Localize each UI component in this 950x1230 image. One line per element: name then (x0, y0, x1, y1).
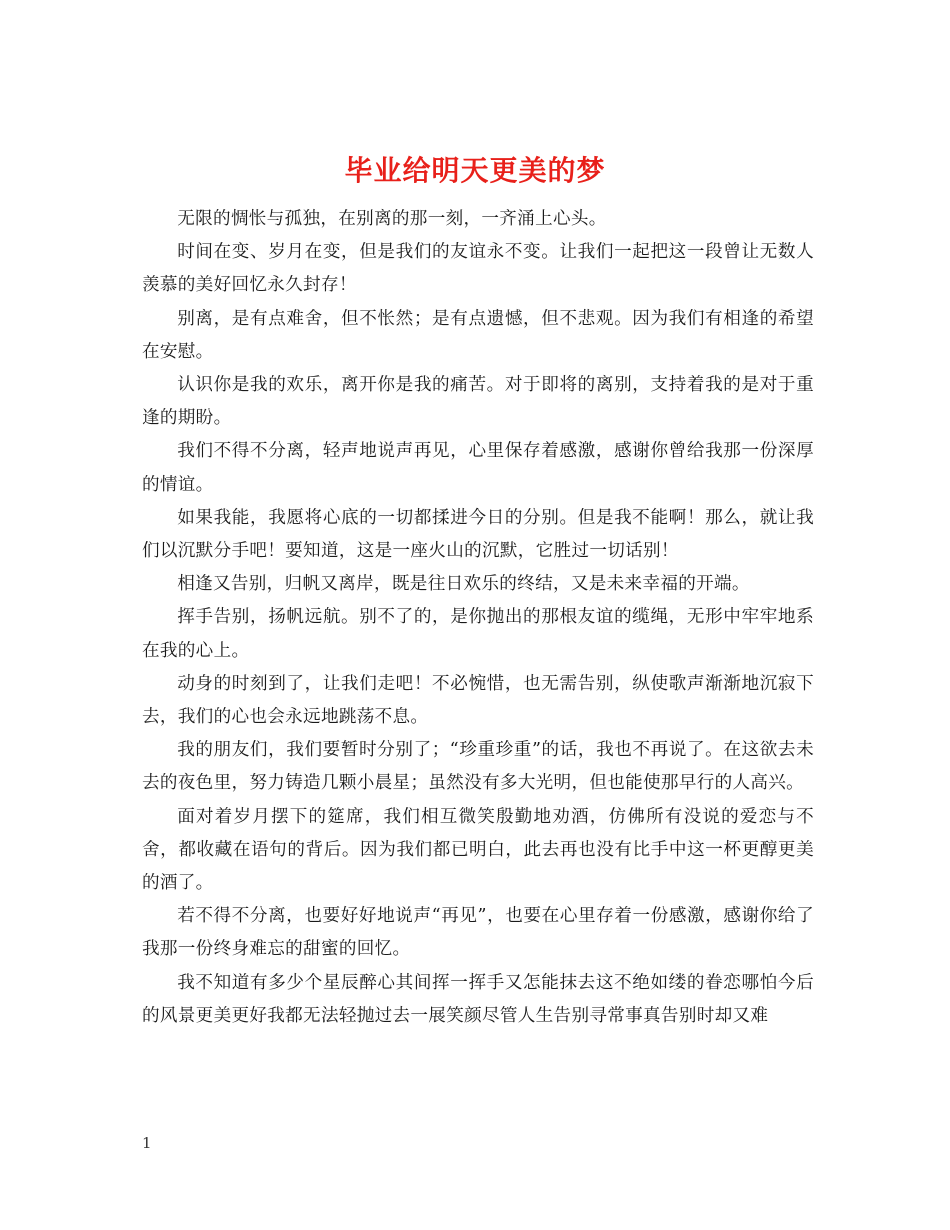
paragraph: 如果我能，我愿将心底的一切都揉进今日的分别。但是我不能啊！那么，就让我们以沉默分手吧！要知道，这是一座火山的沉默，它胜过一切话别！ (142, 507, 814, 562)
page-number: 1 (142, 1134, 152, 1152)
paragraph: 时间在变、岁月在变，但是我们的友谊永不变。让我们一起把这一段曾让无数人羡慕的美好回忆永久封存！ (142, 242, 814, 296)
paragraph: 我不知道有多少个星辰醉心其间挥一挥手又怎能抹去这不绝如缕的眷恋哪怕今后的风景更美更好我都无法轻抛过去一展笑颜尽管人生告别寻常事真告别时却又难 (142, 972, 814, 1026)
page-title: 毕业给明天更美的梦 (344, 153, 606, 187)
paragraph: 挥手告别，扬帆远航。别不了的，是你抛出的那根友谊的缆绳，无形中牢牢地系在我的心上。 (142, 607, 814, 661)
paragraph: 相逢又告别，归帆又离岸，既是往日欢乐的终结，又是未来幸福的开端。 (177, 574, 750, 595)
article-body (142, 203, 814, 1033)
paragraph: 无限的惆怅与孤独，在别离的那一刻，一齐涌上心头。 (177, 209, 607, 229)
paragraph: 认识你是我的欢乐，离开你是我的痛苦。对于即将的离别，支持着我的是对于重逢的期盼。 (142, 375, 814, 429)
paragraph: 若不得不分离，也要好好地说声“再见”，也要在心里存着一份感激，感谢你给了我那一份终身难忘的甜蜜的回忆。 (142, 906, 814, 960)
paragraph: 别离，是有点难舍，但不怅然；是有点遗憾，但不悲观。因为我们有相逢的希望在安慰。 (142, 308, 814, 362)
paragraph: 面对着岁月摆下的筵席，我们相互微笑殷勤地劝酒，仿佛所有没说的爱恋与不舍，都收藏在语句的背后。因为我们都已明白，此去再也没有比手中这一杯更醇更美的酒了。 (142, 806, 814, 894)
paragraph: 我们不得不分离，轻声地说声再见，心里保存着感激，感谢你曾给我那一份深厚的情谊。 (142, 441, 814, 495)
paragraph: 我的朋友们，我们要暂时分别了；“珍重珍重”的话，我也不再说了。在这欲去未去的夜色里，努力铸造几颗小晨星；虽然没有多大光明，但也能使那早行的人高兴。 (142, 740, 814, 794)
paragraph: 动身的时刻到了，让我们走吧！不必惋惜，也无需告别，纵使歌声渐渐地沉寂下去，我们的心也会永远地跳荡不息。 (142, 673, 814, 728)
